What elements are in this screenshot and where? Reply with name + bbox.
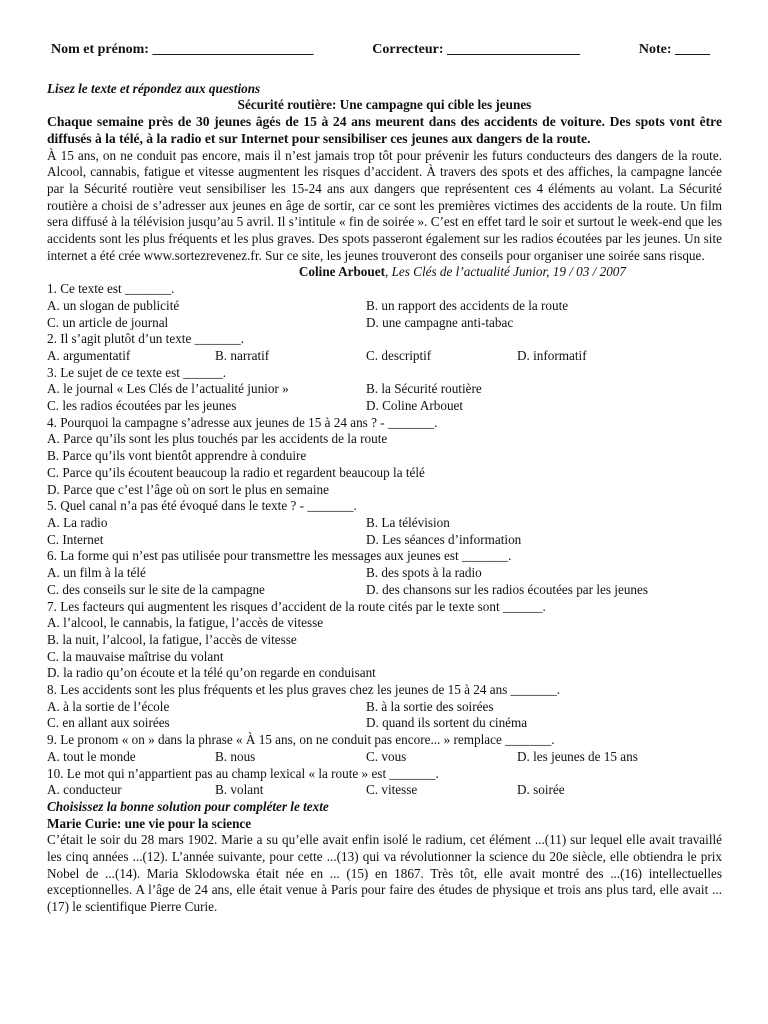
options-row [47,348,722,365]
header-row [47,42,722,59]
question-9-option[interactable]: B. nous [215,748,256,764]
question-10-option[interactable]: D. soirée [517,782,565,798]
article-author: Coline Arbouet [298,264,385,280]
options-row [47,582,722,599]
options-row [47,398,722,415]
question-7-option[interactable]: B. la nuit, l’alcool, la fatigue, l’accès de vitesse [47,631,297,647]
question-10-option[interactable]: B. volant [215,782,264,798]
question-4-option[interactable]: D. Parce que c’est l’âge où on sort le plus en semaine [47,481,329,497]
article-title: Sécurité routière: Une campagne qui cible les jeunes [237,97,532,113]
question-3-option[interactable]: A. le journal « Les Clés de l’actualité junior » [47,381,289,397]
question-9-option[interactable]: A. tout le monde [47,748,136,764]
options-row [47,665,722,682]
question-10: 10. Le mot qui n’appartient pas au champ lexical « la route » est _______. [47,765,439,781]
question-9: 9. Le pronom « on » dans la phrase « À 15 ans, on ne conduit pas encore... » remplace _______. [47,732,555,748]
question-6-option[interactable]: B. des spots à la radio [366,565,482,581]
question-5-option[interactable]: A. La radio [47,514,108,530]
section2-instruction: Choisissez la bonne solution pour compléter le texte [47,798,329,814]
options-row [47,749,722,766]
section1-instruction: Lisez le texte et répondez aux questions [47,80,261,96]
question-8-option[interactable]: D. quand ils sortent du cinéma [366,715,528,731]
question-2-option[interactable]: B. narratif [215,347,270,363]
article-source [47,264,722,281]
question-5-option[interactable]: C. Internet [47,531,104,547]
options-row [47,532,722,549]
note-field: Note: _____ [638,42,710,57]
question-3-option[interactable]: B. la Sécurité routière [366,381,482,397]
question-2-option[interactable]: C. descriptif [366,347,432,363]
question-8-option[interactable]: A. à la sortie de l’école [47,698,170,714]
article-body: À 15 ans, on ne conduit pas encore, mais il n’est jamais trop tôt pour prévenir les futurs conducteurs des dangers de la route. Alcool, cannabis, fatigue et vitesse augmentent les risques d’accident. À travers des spots et des affiches, la campagne lancée par la Sécurité routière veut sensibiliser les 15-24 ans aux dangers que représentent ces 4 éléments au volant. La Sécurité routière a choisi de s’adresser aux jeunes en âge de sortir, car ce sont les premières victimes des accidents de la route. Un film sera diffusé à la télévision jusqu’au 5 avril. Il s’intitule « fin de soirée ». C’est en effet tard le soir et surtout le week-end que les accidents sont les plus fréquents et les plus graves. Des spots passeront également sur les radios écoutées par les jeunes. Un site internet a été crée www.sortezrevenez.fr. Sur ce site, les jeunes trouveront des conseils pour organiser une soirée sans risque. [47,147,722,263]
question-7: 7. Les facteurs qui augmentent les risques d’accident de la route cités par le texte sont ______. [47,598,546,614]
options-row [47,448,722,465]
question-4-option[interactable]: B. Parce qu’ils vont bientôt apprendre à conduire [47,448,307,464]
question-6-option[interactable]: A. un film à la télé [47,565,146,581]
options-row [47,632,722,649]
name-field: Nom et prénom: _______________________ [51,42,314,57]
question-5-option[interactable]: B. La télévision [366,514,450,530]
options-row [47,715,722,732]
options-row [47,431,722,448]
question-8: 8. Les accidents sont les plus fréquents et les plus graves chez les jeunes de 15 à 24 ans _______. [47,682,561,698]
section2-body [47,832,722,916]
options-row [47,565,722,582]
question-7-option[interactable]: D. la radio qu’on écoute et la télé qu’on regarde en conduisant [47,665,376,681]
section2-title: Marie Curie: une vie pour la science [47,815,252,831]
question-2-option[interactable]: A. argumentatif [47,347,131,363]
question-10-option[interactable]: A. conducteur [47,782,122,798]
options-row [47,298,722,315]
question-10-option[interactable]: C. vitesse [366,782,418,798]
question-1-option[interactable]: C. un article de journal [47,314,169,330]
question-4-option[interactable]: C. Parce qu’ils écoutent beaucoup la radio et regardent beaucoup la télé [47,464,425,480]
question-3-option[interactable]: D. Coline Arbouet [366,398,464,414]
question-4-option[interactable]: A. Parce qu’ils sont les plus touchés par les accidents de la route [47,431,388,447]
article-lead: Chaque semaine près de 30 jeunes âgés de 15 à 24 ans meurent dans des accidents de voiture. Des spots vont être diffusés à la télé, à la radio et sur Internet pour sensibiliser ces jeunes aux dangers de la route. [47,114,722,146]
section2-text: C’était le soir du 28 mars 1902. Marie a su qu’elle avait enfin isolé le radium, cet élément ...(11) sur lequel elle avait travaillé les cinq années ...(12). L’année suivante, pour cette ...(13) qui va révolutionner la science du 20e siècle, elle obtiendra le prix Nobel de ...(14). Maria Sklodowska était née en ... (15) en 1867. Très tôt, elle avait montré des ...(16) intellectuelles exceptionnelles. A l’âge de 24 ans, elle était venue à Paris pour faire des études de physique et trois ans plus tard, elle avait ... (17) le scientifique Pierre Curie. [47,832,722,915]
options-row [47,482,722,499]
options-row [47,615,722,632]
question-3-option[interactable]: C. les radios écoutées par les jeunes [47,398,237,414]
question-5: 5. Quel canal n’a pas été évoqué dans le texte ? - _______. [47,498,357,514]
options-row [47,699,722,716]
question-1-option[interactable]: B. un rapport des accidents de la route [366,297,569,313]
question-7-option[interactable]: C. la mauvaise maîtrise du volant [47,648,224,664]
question-5-option[interactable]: D. Les séances d’information [366,531,522,547]
question-1-option[interactable]: D. une campagne anti-tabac [366,314,514,330]
question-2: 2. Il s’agit plutôt d’un texte _______. [47,331,245,347]
question-6-option[interactable]: D. des chansons sur les radios écoutées par les jeunes [366,581,648,597]
question-9-option[interactable]: D. les jeunes de 15 ans [517,748,638,764]
options-row [47,515,722,532]
question-2-option[interactable]: D. informatif [517,347,587,363]
questions-list [47,281,722,799]
options-row [47,782,722,799]
options-row [47,381,722,398]
question-9-option[interactable]: C. vous [366,748,407,764]
question-6-option[interactable]: C. des conseils sur le site de la campagne [47,581,265,597]
question-1: 1. Ce texte est _______. [47,281,175,297]
question-1-option[interactable]: A. un slogan de publicité [47,297,180,313]
question-7-option[interactable]: A. l’alcool, le cannabis, la fatigue, l’accès de vitesse [47,615,324,631]
options-row [47,465,722,482]
options-row [47,315,722,332]
corrector-field: Correcteur: ___________________ [372,42,581,57]
question-4: 4. Pourquoi la campagne s’adresse aux jeunes de 15 à 24 ans ? - _______. [47,414,438,430]
question-8-option[interactable]: C. en allant aux soirées [47,715,170,731]
question-6: 6. La forme qui n’est pas utilisée pour transmettre les messages aux jeunes est _______. [47,548,512,564]
question-8-option[interactable]: B. à la sortie des soirées [366,698,494,714]
article-reference: , Les Clés de l’actualité Junior, 19 / 03 / 2007 [384,264,626,280]
options-row [47,649,722,666]
question-3: 3. Le sujet de ce texte est ______. [47,364,227,380]
